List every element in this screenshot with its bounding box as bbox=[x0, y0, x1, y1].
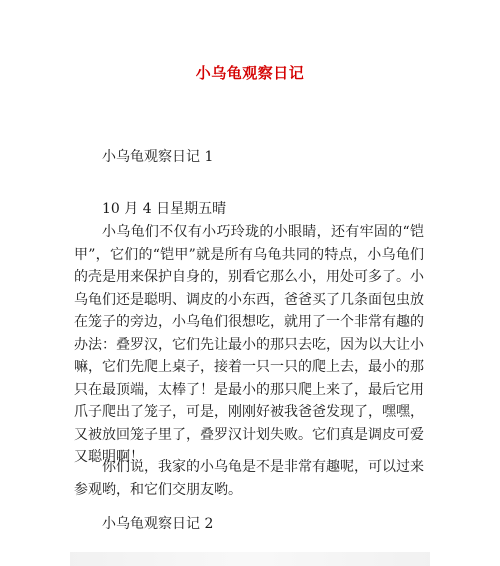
entry-1-heading: 小乌龟观察日记 1 bbox=[102, 149, 214, 165]
entry-1-date: 10 月 4 日星期五晴 bbox=[102, 201, 227, 217]
faded-text-line bbox=[70, 552, 430, 566]
entry-2-heading: 小乌龟观察日记 2 bbox=[102, 516, 214, 532]
entry-1-paragraph-2: 你们说，我家的小乌龟是不是非常有趣呢，可以过来参观哟，和它们交朋友哟。 bbox=[74, 459, 424, 498]
document-title: 小乌龟观察日记 bbox=[195, 64, 305, 82]
entry-1-paragraph-1: 小乌龟们不仅有小巧玲珑的小眼睛，还有牢固的“铠甲”，它们的“铠甲”就是所有乌龟共同的特点，小乌龟们的壳是用来保护自身的，别看它那么小，用处可多了。小乌龟们还是聪明、调皮的小东西，爸爸买了几条面包虫放在笼子的旁边，小乌龟们很想吃，就用了一个非常有趣的办法：叠罗汉，它们先让最小的那只去吃，因为以大让小嘛，它们先爬上桌子，接着一只一只的爬上去，最小的那只在最顶端，太棒了！是最小的那只爬上来了，最后它用爪子爬出了笼子，可是，刚刚好被我爸爸发现了，嘿嘿，又被放回笼子里了，叠罗汉计划失败。它们真是调皮可爱又聪明啊！ bbox=[74, 224, 424, 465]
